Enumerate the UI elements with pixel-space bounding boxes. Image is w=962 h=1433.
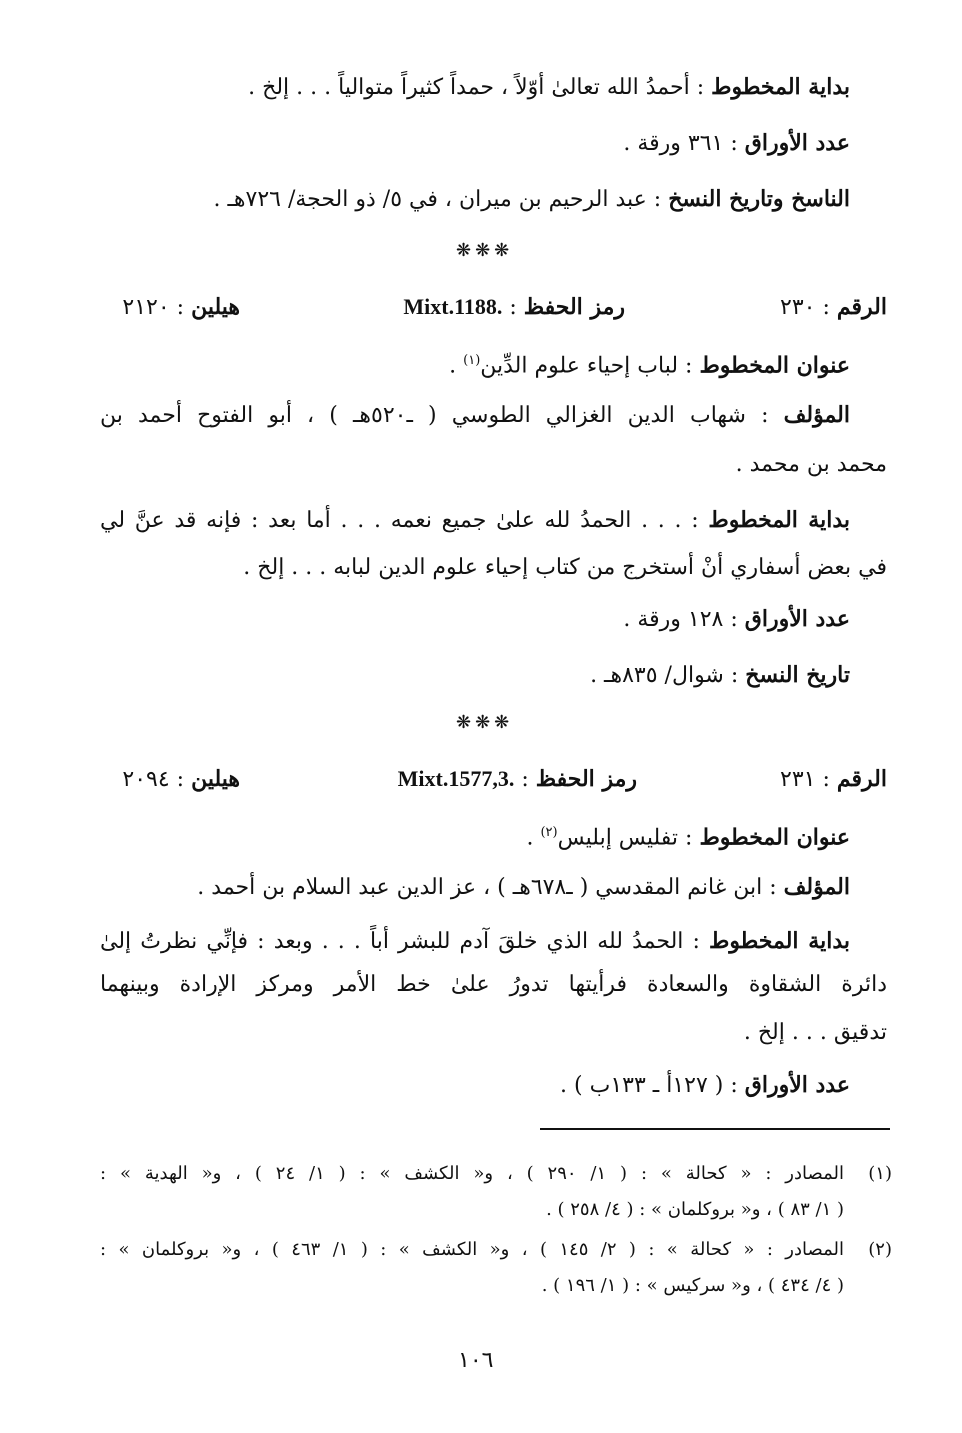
beginning-line: بداية المخطوط : . . . الحمدُ لله علىٰ جميع نعمه . . . أما بعد : فإنه قد عنَّ لي [100,507,850,533]
shelf-mark: رمز الحفظ : Mixt.1577,3. [397,766,637,792]
beginning-line-end: تدقيق . . . إلخ . [743,1020,887,1045]
shelf-mark: رمز الحفظ : Mixt.1188. [403,294,625,320]
footnote-rule [540,1128,890,1130]
author-line: المؤلف : شهاب الدين الغزالي الطوسي ( ـ٥٢٠هـ ) ، أبو الفتوح أحمد بن [100,402,851,428]
footnote-ref: (٢) [540,825,558,840]
hellin-number: هيلين : ٢٠٩٤ [122,766,240,792]
footnote-1-marker: (١) [868,1163,892,1184]
title-line: عنوان المخطوط : تفليس إبليس$^{(٢)}$ . [526,824,850,851]
leaves-label: عدد الأوراق [744,130,850,156]
hellin-number: هيلين : ٢١٢٠ [122,294,240,320]
author-line-cont: محمد بن محمد . [735,452,887,477]
shelf-mark-value: Mixt.1188. [403,294,503,319]
author-text: شهاب الدين الغزالي الطوسي ( ـ٥٢٠هـ ) ، أبو الفتوح أحمد بن [100,403,746,428]
leaves-line: عدد الأوراق : ١٢٨ ورقة . [623,606,850,632]
separator-stars: ❋❋❋ [456,240,514,261]
footnote-2-line: المصادر : « كحالة » : ( ٢/ ١٤٥ ) ، و« الكشف » : ( ١/ ٤٦٣ ) ، و« بروكلمان » : [100,1239,844,1260]
leaves-text: ٣٦١ ورقة . [623,131,724,156]
beginning-line-cont: دائرة الشقاوة والسعادة فرأيتها تدورُ علىٰ خط الأمر ومركز الإرادة وبينهما [100,972,887,997]
footnote-2-line-cont: ( ٤/ ٤٣٤ ) ، و« سركيس » : ( ١/ ١٩٦ ) . [541,1275,844,1296]
entry-number: الرقم : ٢٣١ [780,766,887,792]
copyist-text: عبد الرحيم بن ميران ، في ٥/ ذو الحجة/ ٧٢٦هـ . [213,187,647,212]
copyist-label: الناسخ وتاريخ النسخ [668,186,850,212]
shelf-mark-value: Mixt.1577,3. [397,766,515,791]
title-text: لباب إحياء علوم الدِّين [480,353,679,379]
footnote-1-line-cont: ( ١/ ٨٣ ) ، و« بروكلمان » : ( ٤/ ٢٥٨ ) . [546,1199,844,1220]
footnote-ref: (١) [463,353,481,368]
top-copyist-line: الناسخ وتاريخ النسخ : عبد الرحيم بن ميران ، في ٥/ ذو الحجة/ ٧٢٦هـ . [213,186,850,212]
top-leaves-line: عدد الأوراق : ٣٦١ ورقة . [623,130,850,156]
title-line: عنوان المخطوط : لباب إحياء علوم الدِّين$^{(١)}$ . [449,352,850,379]
beginning-text: أحمدُ الله تعالىٰ أوّلاً ، حمداً كثيراً متوالياً . . . إلخ . [248,75,690,100]
leaves-line: عدد الأوراق : ( ١٢٧أ ـ ١٣٣ب ) . [560,1072,850,1098]
copy-date-line: تاريخ النسخ : شوال/ ٨٣٥هـ . [590,662,850,688]
footnote-2-marker: (٢) [868,1239,892,1260]
entry-number: الرقم : ٢٣٠ [780,294,887,320]
beginning-line-cont: في بعض أسفاري أنْ أستخرج من كتاب إحياء علوم الدين لبابه . . . إلخ . [243,555,887,580]
separator-stars: ❋❋❋ [456,712,514,733]
title-text: تفليس إبليس [557,825,679,851]
author-line: المؤلف : ابن غانم المقدسي ( ـ٦٧٨هـ ) ، عز الدين عبد السلام بن أحمد . [197,874,850,900]
beginning-label: بداية المخطوط [711,74,850,100]
top-beginning-line: بداية المخطوط : أحمدُ الله تعالىٰ أوّلاً ، حمداً كثيراً متوالياً . . . إلخ . [248,74,850,100]
page-number: ١٠٦ [458,1348,494,1373]
beginning-line: بداية المخطوط : الحمدُ لله الذي خلقَ آدم للبشر أباً . . . وبعد : فإنِّي نظرتُ إلىٰ [100,928,850,954]
footnote-1-line: المصادر : « كحالة » : ( ١/ ٢٩٠ ) ، و« الكشف » : ( ١/ ٢٤ ) ، و« الهدية » : [100,1163,844,1184]
